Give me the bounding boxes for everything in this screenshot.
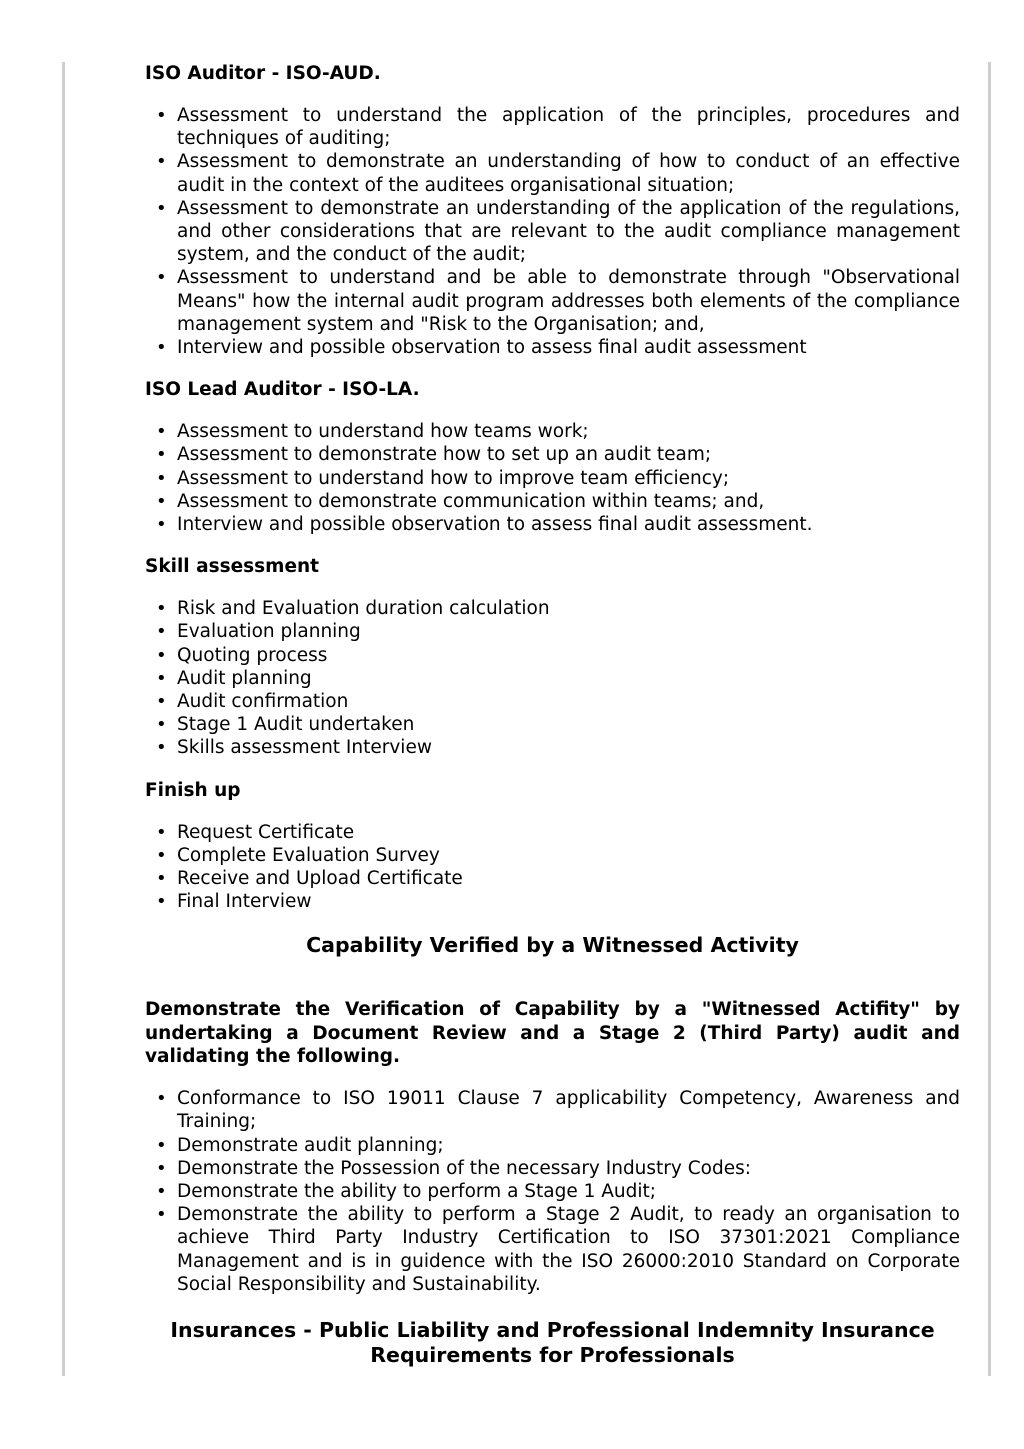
left-border: [62, 62, 65, 1376]
list-item: • Complete Evaluation Survey: [177, 844, 960, 867]
list-item: • Assessment to understand how to improve team efficiency;: [177, 467, 960, 490]
iso-auditor-heading: ISO Auditor - ISO-AUD.: [145, 63, 381, 84]
finish-up-heading: Finish up: [145, 779, 241, 801]
list-item: • Audit confirmation: [177, 690, 960, 713]
list-item: • Demonstrate audit planning;: [177, 1134, 960, 1157]
list-item: • Demonstrate the ability to perform a Stage 2 Audit, to ready an organisation to achieve Third Party Industry Certification to ISO 37301:2021 Compliance Management and is in guidence with the ISO 26000:2010 Standard on Corporate Social Responsibility and Sustainability.: [177, 1203, 960, 1296]
right-border: [988, 62, 991, 1376]
list-item: • Interview and possible observation to assess final audit assessment: [177, 336, 960, 359]
list-item: • Assessment to understand how teams work;: [177, 420, 960, 443]
list-item: • Quoting process: [177, 644, 960, 667]
iso-auditor-list: [145, 104, 960, 359]
iso-lead-auditor-heading: ISO Lead Auditor - ISO-LA.: [145, 379, 420, 401]
capability-list: [145, 1087, 960, 1296]
list-item: • Receive and Upload Certificate: [177, 867, 960, 890]
skill-assessment-heading: Skill assessment: [145, 556, 320, 578]
list-item: • Request Certificate: [177, 821, 960, 844]
list-item: • Audit planning: [177, 667, 960, 690]
capability-title: Capability Verified by a Witnessed Activity: [306, 933, 799, 958]
list-item: • Assessment to demonstrate how to set up an audit team;: [177, 443, 960, 466]
list-item: • Assessment to demonstrate an understanding of how to conduct of an effective audit in the context of the auditees organisational situation;: [177, 150, 960, 196]
list-item: • Interview and possible observation to assess final audit assessment.: [177, 513, 960, 536]
list-item: • Demonstrate the Possession of the necessary Industry Codes:: [177, 1157, 960, 1180]
skill-assessment-list: [145, 597, 960, 759]
list-item: • Assessment to understand the application of the principles, procedures and techniques of auditing;: [177, 104, 960, 150]
insurances-title: Insurances - Public Liability and Professional Indemnity Insurance Requirements for Professionals: [170, 1317, 935, 1367]
list-item: • Evaluation planning: [177, 620, 960, 643]
list-item: • Demonstrate the ability to perform a Stage 1 Audit;: [177, 1180, 960, 1203]
list-item: • Assessment to demonstrate communication within teams; and,: [177, 490, 960, 513]
list-item: • Final Interview: [177, 890, 960, 913]
list-item: • Assessment to understand and be able to demonstrate through "Observational Means" how the internal audit program addresses both elements of the compliance management system and "Risk to the Organisation; and,: [177, 266, 960, 336]
iso-lead-auditor-list: [145, 420, 960, 536]
list-item: • Conformance to ISO 19011 Clause 7 applicability Competency, Awareness and Training;: [177, 1087, 960, 1133]
list-item: • Stage 1 Audit undertaken: [177, 713, 960, 736]
list-item: • Skills assessment Interview: [177, 736, 960, 759]
list-item: • Assessment to demonstrate an understanding of the application of the regulations, and other considerations that are relevant to the audit compliance management system, and the conduct of the audit;: [177, 197, 960, 267]
document-content: [145, 62, 960, 1368]
finish-up-list: [145, 821, 960, 914]
list-item: • Risk and Evaluation duration calculation: [177, 597, 960, 620]
capability-intro: Demonstrate the Verification of Capability by a "Witnessed Actifity" by undertaking a Document Review and a Stage 2 (Third Party) audit and validating the following.: [145, 999, 960, 1067]
